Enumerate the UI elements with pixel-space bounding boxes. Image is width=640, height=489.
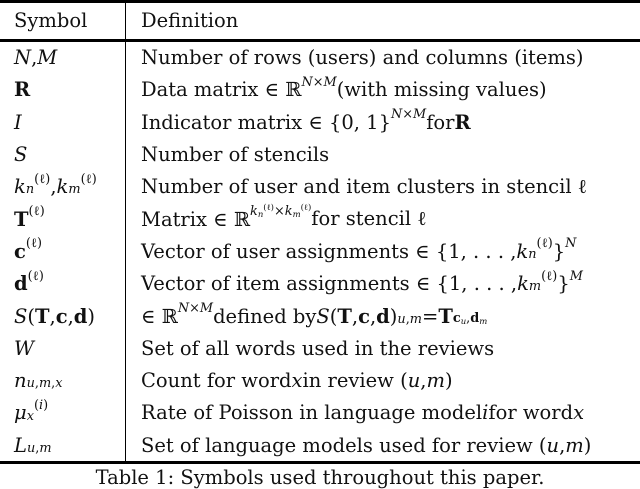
math-text: u [546, 433, 560, 457]
math-text: k [250, 203, 258, 219]
definition-cell: Number of stencils [125, 138, 640, 170]
math-text: M [569, 268, 583, 284]
math-text: c [14, 239, 26, 263]
table-row [0, 429, 640, 461]
math-text: S [316, 304, 330, 328]
math-text: d [73, 304, 88, 328]
table-row [0, 171, 640, 203]
math-text: x [291, 369, 303, 393]
symbol-cell [0, 332, 125, 364]
math-text: d [376, 304, 390, 328]
definition-cell: ∈ ℝ $^{N \times M}$ defined by S ( T , c , d ) $_{u ,m}$ = T $_{c_u ,d_m}$ [125, 300, 640, 332]
math-text: I [14, 110, 22, 134]
math-text: x [26, 408, 34, 424]
math-text: n [14, 369, 27, 393]
definition-cell: Set of all words used in the reviews [125, 332, 640, 364]
math-text: u [460, 317, 467, 328]
math-text: M [323, 74, 337, 90]
header-definition-label: Definition [141, 9, 239, 33]
math-text: N [301, 74, 313, 90]
definition-cell: Number of rows (users) and columns (items) [125, 42, 640, 74]
math-text: u [407, 369, 421, 393]
table-row [0, 300, 640, 332]
math-text: T [337, 304, 352, 328]
definition-cell: Vector of user assignments ∈ {1, . . . , k $_n$ $^{(\ell)}$ } $^N$ [125, 235, 640, 267]
math-text: T [14, 207, 29, 231]
symbol-cell: T $^{(\ell)}$ [14, 204, 45, 231]
math-text: N [14, 46, 32, 70]
math-text: n [257, 209, 264, 220]
math-text: L [14, 433, 27, 457]
math-text: m [38, 376, 52, 392]
definition-cell: Indicator matrix ∈ {0, 1} $^{N \times M}$ for R [125, 106, 640, 138]
table-row [0, 203, 640, 235]
math-text: i [482, 401, 489, 425]
math-text: N [177, 300, 190, 316]
symbol-cell: k $_n$ $^{(\ell)}$ , k $_m$ $^{(\ell)}$ [14, 171, 97, 199]
subscript [461, 317, 466, 327]
math-text: M [413, 107, 427, 123]
math-text: S [14, 304, 28, 328]
header-definition-cell [125, 3, 640, 40]
definition-cell: Number of user and item clusters in stencil ℓ [125, 171, 640, 203]
math-text: x [55, 376, 63, 392]
math-text: M [37, 46, 58, 70]
math-text: c [55, 304, 68, 328]
math-text: m [528, 279, 542, 295]
math-text: T [34, 304, 50, 328]
math-text: m [292, 209, 301, 220]
math-text: m [426, 369, 445, 393]
definition-cell: Count for word x in review ( u , m ) [125, 364, 640, 396]
math-text: d [470, 311, 480, 327]
superscript: (ℓ) [300, 202, 312, 213]
math-text: k [56, 175, 69, 199]
math-text: n [528, 247, 537, 263]
symbol-cell: n $_{u ,m ,x}$ [14, 369, 63, 393]
math-text: m [479, 317, 488, 328]
definition-cell: Rate of Poisson in language model i for word x [125, 397, 640, 429]
math-text: u [397, 311, 406, 327]
math-text: S [14, 143, 28, 167]
symbol-cell: S ( T , c , d ) [14, 304, 96, 328]
table-row [0, 364, 640, 396]
symbol-cell: μ $_x$ $^{(i )}$ [14, 397, 49, 425]
math-text: W [14, 336, 35, 360]
math-text: m [39, 440, 52, 456]
math-text: k [284, 203, 293, 219]
math-text: m [68, 182, 81, 198]
table-header-row [0, 3, 640, 40]
math-text: k [14, 175, 26, 199]
table-row [0, 235, 640, 267]
superscript: (ℓ) [263, 202, 274, 213]
subscript [293, 210, 301, 220]
math-text: R [454, 110, 471, 134]
header-symbol-label: Symbol [14, 9, 88, 33]
definition-cell: Vector of item assignments ∈ {1, . . . , k $_m$ $^{(\ell)}$ } $^M$ [125, 268, 640, 300]
symbol-cell: L $_{u ,m}$ [14, 433, 52, 457]
definition-cell: Matrix ∈ ℝ $^{k_n^{(\ell)} \times k_m^{(\ell)}}$ for stencil ℓ [125, 203, 640, 235]
math-text: x [573, 401, 585, 425]
symbol-cell: c $^{(\ell)}$ [14, 236, 43, 263]
subscript [479, 317, 487, 327]
math-text: μ [14, 401, 27, 425]
math-text: n [25, 182, 35, 198]
table-caption: Table 1: Symbols used throughout this paper. [95, 465, 545, 489]
table-row [0, 106, 640, 138]
math-text: c [452, 311, 461, 327]
symbol-cell [0, 74, 125, 106]
header-symbol-cell [0, 3, 125, 40]
math-text: N [565, 236, 577, 252]
symbol-cell: N , M [14, 46, 58, 70]
table-body [0, 42, 640, 462]
math-text: u [26, 376, 35, 392]
table-row [0, 74, 640, 106]
table-row [0, 42, 640, 74]
math-text: k [517, 272, 529, 296]
definition-cell: Set of language models used for review ( u , m ) [125, 429, 640, 461]
subscript: cu ,dm [452, 311, 488, 328]
symbol-cell [0, 138, 125, 170]
table-row [0, 332, 640, 364]
math-text: c [358, 304, 370, 328]
math-text: m [565, 433, 584, 457]
math-text: i [38, 397, 44, 413]
definition-cell: Data matrix ∈ ℝ $^{N \times M}$ (with missing values) [125, 74, 640, 106]
math-text: k [516, 239, 529, 263]
math-text: M [199, 300, 214, 316]
math-text: T [438, 304, 453, 328]
math-text: u [26, 440, 36, 456]
table-row [0, 268, 640, 300]
symbol-cell [0, 106, 125, 138]
superscript: kn(ℓ) ×km(ℓ) [250, 202, 312, 220]
table-row [0, 397, 640, 429]
math-text: m [409, 311, 422, 327]
table-row [0, 138, 640, 170]
math-text: d [14, 272, 28, 296]
symbol-cell: d $^{(\ell)}$ [14, 268, 44, 296]
math-text: N [391, 107, 403, 123]
math-text: R [14, 78, 31, 102]
